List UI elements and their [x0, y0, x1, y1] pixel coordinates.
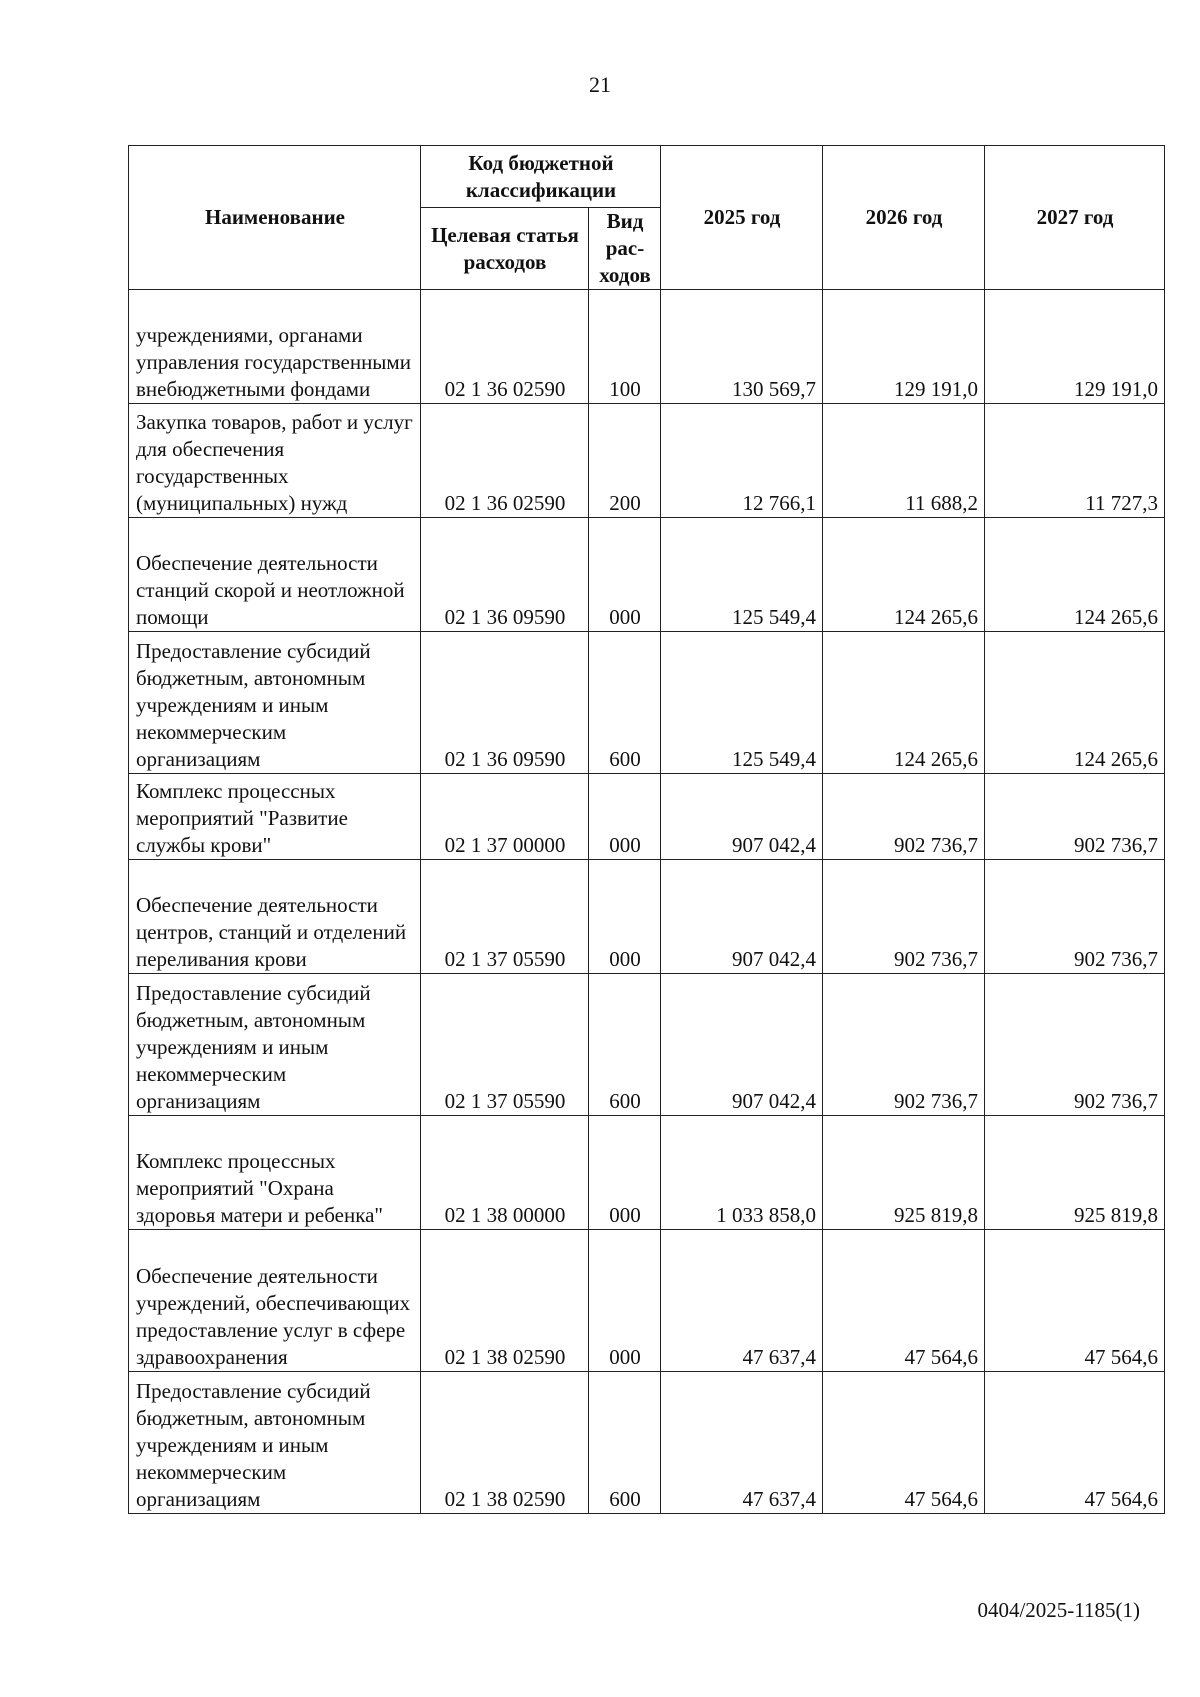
row-2027: 124 265,6 — [985, 518, 1165, 632]
row-kind: 600 — [589, 974, 661, 1116]
row-kind: 200 — [589, 404, 661, 518]
table-row — [129, 404, 1165, 518]
row-code: 02 1 37 00000 — [421, 774, 589, 860]
row-name: Предоставление субсидий бюджетным, автономным учреждениям и иным некоммерческим организациям — [129, 632, 421, 774]
row-2025: 907 042,4 — [661, 774, 823, 860]
row-name: Предоставление субсидий бюджетным, автономным учреждениям и иным некоммерческим организациям — [129, 1372, 421, 1514]
row-kind: 000 — [589, 518, 661, 632]
row-2026: 902 736,7 — [823, 860, 985, 974]
page-number: 21 — [589, 72, 611, 97]
header-code-group: Код бюджетной классификации — [421, 146, 661, 208]
table-row — [129, 974, 1165, 1116]
table-row — [129, 1116, 1165, 1230]
row-2026: 902 736,7 — [823, 774, 985, 860]
row-code: 02 1 36 02590 — [421, 404, 589, 518]
table-body — [129, 290, 1165, 1514]
row-name: Обеспечение деятельности центров, станций и отделений переливания крови — [129, 860, 421, 974]
row-name: Комплекс процессных мероприятий "Развитие службы крови" — [129, 774, 421, 860]
row-2027: 902 736,7 — [985, 774, 1165, 860]
row-2027: 902 736,7 — [985, 860, 1165, 974]
row-2026: 47 564,6 — [823, 1372, 985, 1514]
row-kind: 000 — [589, 774, 661, 860]
row-kind: 100 — [589, 290, 661, 404]
row-code: 02 1 37 05590 — [421, 974, 589, 1116]
row-name: Обеспечение деятельности станций скорой и неотложной помощи — [129, 518, 421, 632]
table-row — [129, 632, 1165, 774]
row-name: Предоставление субсидий бюджетным, автономным учреждениям и иным некоммерческим организациям — [129, 974, 421, 1116]
header-year-2025: 2025 год — [661, 146, 823, 290]
budget-table — [128, 145, 1165, 1514]
row-2025: 1 033 858,0 — [661, 1116, 823, 1230]
row-name: Комплекс процессных мероприятий "Охрана здоровья матери и ребенка" — [129, 1116, 421, 1230]
table-row — [129, 290, 1165, 404]
header-year-2027: 2027 год — [985, 146, 1165, 290]
row-name: учреждениями, органами управления государственными внебюджетными фондами — [129, 290, 421, 404]
row-2025: 47 637,4 — [661, 1372, 823, 1514]
row-2025: 907 042,4 — [661, 974, 823, 1116]
row-2027: 47 564,6 — [985, 1372, 1165, 1514]
row-name: Закупка товаров, работ и услуг для обеспечения государственных (муниципальных) нужд — [129, 404, 421, 518]
row-2027: 47 564,6 — [985, 1230, 1165, 1372]
header-expense-type: Вид рас-ходов — [589, 208, 661, 290]
row-code: 02 1 37 05590 — [421, 860, 589, 974]
table-row — [129, 774, 1165, 860]
row-2026: 11 688,2 — [823, 404, 985, 518]
row-2026: 925 819,8 — [823, 1116, 985, 1230]
row-kind: 000 — [589, 1116, 661, 1230]
row-code: 02 1 38 00000 — [421, 1116, 589, 1230]
header-year-2026: 2026 год — [823, 146, 985, 290]
row-name: Обеспечение деятельности учреждений, обеспечивающих предоставление услуг в сфере здравоохранения — [129, 1230, 421, 1372]
row-2026: 902 736,7 — [823, 974, 985, 1116]
row-2025: 907 042,4 — [661, 860, 823, 974]
row-code: 02 1 36 09590 — [421, 518, 589, 632]
row-2027: 902 736,7 — [985, 974, 1165, 1116]
row-kind: 600 — [589, 632, 661, 774]
row-kind: 600 — [589, 1372, 661, 1514]
table-row — [129, 1372, 1165, 1514]
row-2025: 125 549,4 — [661, 518, 823, 632]
row-2025: 12 766,1 — [661, 404, 823, 518]
row-2027: 925 819,8 — [985, 1116, 1165, 1230]
row-kind: 000 — [589, 1230, 661, 1372]
row-2026: 129 191,0 — [823, 290, 985, 404]
document-id: 0404/2025-1185(1) — [977, 1598, 1140, 1622]
row-2027: 129 191,0 — [985, 290, 1165, 404]
header-name: Наименование — [129, 146, 421, 290]
row-code: 02 1 36 09590 — [421, 632, 589, 774]
row-2026: 124 265,6 — [823, 518, 985, 632]
table-row — [129, 518, 1165, 632]
row-2025: 125 549,4 — [661, 632, 823, 774]
row-code: 02 1 38 02590 — [421, 1230, 589, 1372]
row-2026: 47 564,6 — [823, 1230, 985, 1372]
row-2027: 11 727,3 — [985, 404, 1165, 518]
row-2027: 124 265,6 — [985, 632, 1165, 774]
row-code: 02 1 38 02590 — [421, 1372, 589, 1514]
row-2025: 130 569,7 — [661, 290, 823, 404]
table-row — [129, 860, 1165, 974]
header-target-article: Целевая статья расходов — [421, 208, 589, 290]
row-2025: 47 637,4 — [661, 1230, 823, 1372]
row-code: 02 1 36 02590 — [421, 290, 589, 404]
row-2026: 124 265,6 — [823, 632, 985, 774]
row-kind: 000 — [589, 860, 661, 974]
table-row — [129, 1230, 1165, 1372]
